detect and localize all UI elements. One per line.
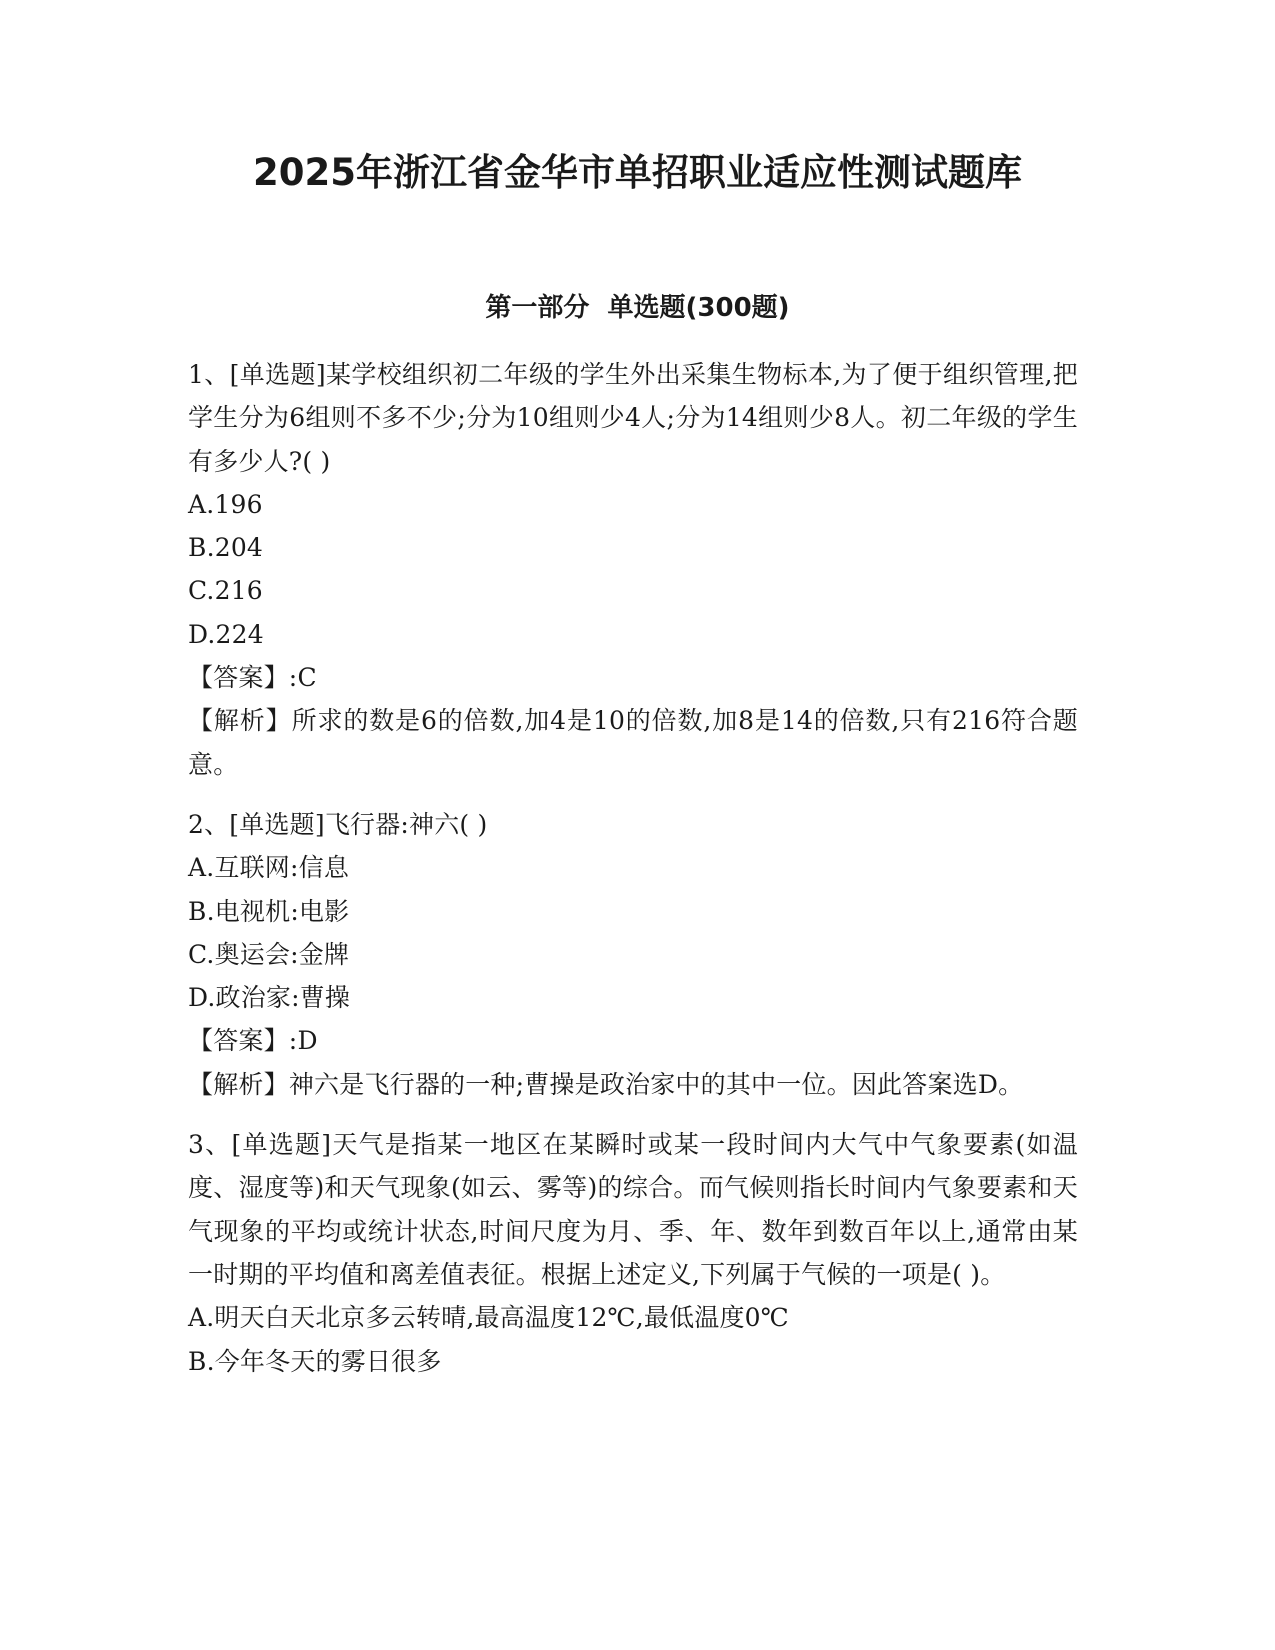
answer-label: 【答案】:: [188, 663, 298, 693]
option-a: A.互联网:信息: [188, 853, 350, 883]
option-d: D.224: [188, 619, 264, 649]
answer-value: D: [297, 1026, 318, 1056]
question-stem: 2、[单选题]飞行器:神六( ): [188, 809, 488, 839]
answer-line: [188, 1019, 1078, 1062]
answer-line: [188, 656, 1078, 699]
document-title: 2025年浙江省金华市单招职业适应性测试题库: [253, 151, 1022, 194]
option-b: B.204: [188, 533, 264, 563]
analysis-label: 【解析】: [188, 706, 292, 736]
answer-value: C: [297, 663, 317, 693]
analysis-text: 所求的数是6的倍数,加4是10的倍数,加8是14的倍数,只有216符合题意。: [188, 706, 1078, 779]
option-a: A.196: [188, 489, 263, 519]
option-b: B.电视机:电影: [188, 896, 350, 926]
option-d: D.政治家:曹操: [188, 983, 351, 1013]
question-2: [188, 803, 1078, 1106]
section-title: 第一部分 单选题(300题): [485, 293, 790, 323]
option-c: C.奥运会:金牌: [188, 939, 350, 969]
option-a: A.明天白天北京多云转晴,最高温度12℃,最低温度0℃: [188, 1303, 789, 1333]
question-1: [188, 353, 1078, 786]
analysis-label: 【解析】: [188, 1069, 289, 1099]
question-3: [188, 1123, 1078, 1383]
option-b: B.今年冬天的雾日很多: [188, 1346, 442, 1376]
option-c: C.216: [188, 576, 263, 606]
question-stem: 3、[单选题]天气是指某一地区在某瞬时或某一段时间内大气中气象要素(如温度、湿度等)和天气现象(如云、雾等)的综合。而气候则指长时间内气象要素和天气现象的平均或统计状态,时间尺度为月、季、年、数年到数百年以上,通常由某一时期的平均值和离差值表征。根据上述定义,下列属于气候的一项是( )。: [188, 1130, 1078, 1289]
analysis-text: 神六是飞行器的一种;曹操是政治家中的其中一位。因此答案选D。: [288, 1069, 1024, 1099]
question-stem: 1、[单选题]某学校组织初二年级的学生外出采集生物标本,为了便于组织管理,把学生分为6组则不多不少;分为10组则少4人;分为14组则少8人。初二年级的学生有多少人?( ): [188, 360, 1078, 476]
answer-label: 【答案】:: [188, 1026, 298, 1056]
analysis-line: [188, 699, 1078, 786]
analysis-line: [188, 1063, 1078, 1106]
question-list: [188, 353, 1078, 1400]
